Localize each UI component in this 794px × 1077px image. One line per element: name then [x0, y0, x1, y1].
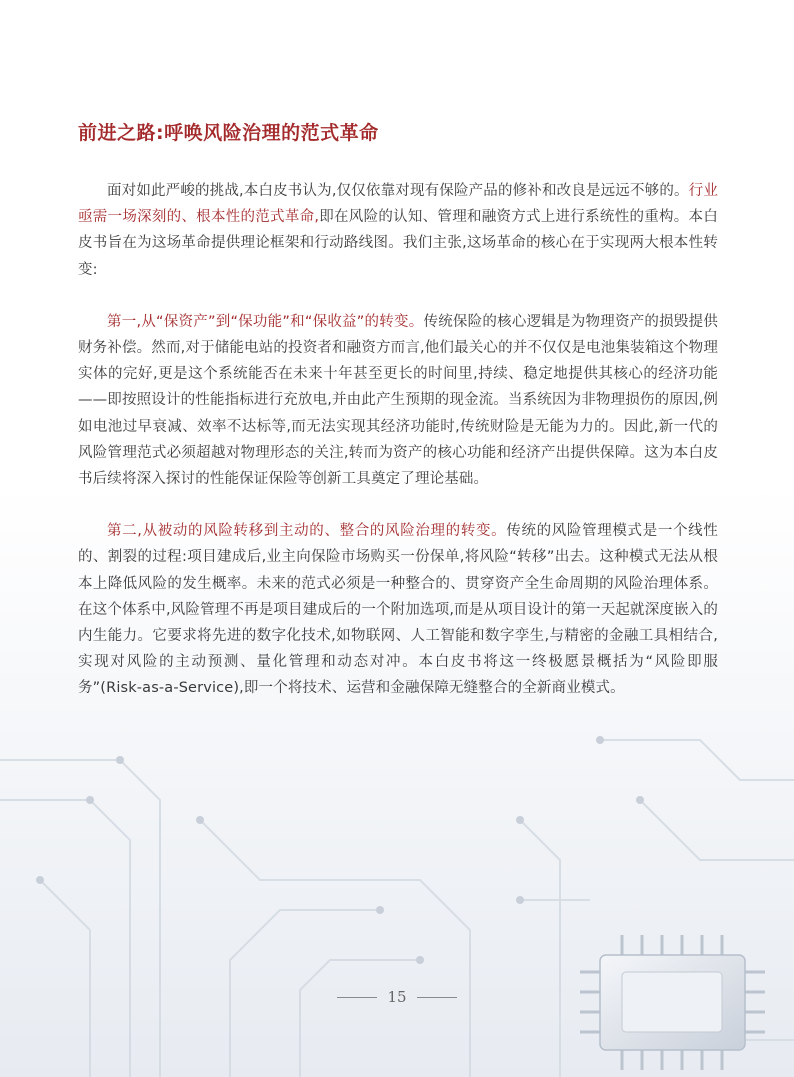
highlighted-text: 第二,从被动的风险转移到主动的、整合的风险治理的转变。 [107, 523, 507, 540]
paragraph-text: 面对如此严峻的挑战,本白皮书认为,仅仅依靠对现有保险产品的修补和改良是远远不够的。 [107, 183, 689, 199]
page-number: 15 [387, 988, 407, 1006]
highlighted-text: 第一,从“保资产”到“保功能”和“保收益”的转变。 [107, 313, 424, 330]
page-footer [0, 988, 794, 1006]
highlighted-text: 行业亟需一场深刻的、根本性的范式革命, [78, 183, 718, 226]
paragraph-text: 即在风险的认知、管理和融资方式上进行系统性的重构。本白皮书旨在为这场革命提供理论框架和行动路线图。我们主张,这场革命的核心在于实现两大根本性转变: [78, 209, 718, 278]
paragraph-text: 传统保险的核心逻辑是为物理资产的损毁提供财务补偿。然而,对于储能电站的投资者和融资方而言,他们最关心的并不仅仅是电池集装箱这个物理实体的完好,更是这个系统能否在未来十年甚至更长的时间里,持续、稳定地提供其核心的经济功能——即按照设计的性能指标进行充放电,并由此产生预期的现金流。当系统因为非物理损伤的原因,例如电池过早衰减、效率不达标等,而无法实现其经济功能时,传统财险是无能为力的。因此,新一代的风险管理范式必须超越对物理形态的关注,转而为资产的核心功能和经济产出提供保障。这为本白皮书后续将深入探讨的性能保证保险等创新工具奠定了理论基础。 [78, 313, 719, 488]
section-title: 前进之路:呼唤风险治理的范式革命 [78, 122, 379, 144]
paragraph-second-shift [78, 518, 718, 701]
page-content [78, 118, 718, 702]
paragraph-text: 传统的风险管理模式是一个线性的、割裂的过程:项目建成后,业主向保险市场购买一份保单,将风险“转移”出去。这种模式无法从根本上降低风险的发生概率。未来的范式必须是一种整合的、贯穿资产全生命周期的风险治理体系。在这个体系中,风险管理不再是项目建成后的一个附加选项,而是从项目设计的第一天起就深度嵌入的内生能力。它要求将先进的数字化技术,如物联网、人工智能和数字孪生,与精密的金融工具相结合,实现对风险的主动预测、量化管理和动态对冲。本白皮书将这一终极愿景概括为“风险即服务”(Risk-as-a-Service),即一个将技术、运营和金融保障无缝整合的全新商业模式。 [78, 523, 718, 697]
paragraph-intro [78, 178, 718, 283]
footer-divider-left [337, 997, 377, 998]
paragraph-first-shift [78, 309, 718, 492]
footer-divider-right [417, 997, 457, 998]
